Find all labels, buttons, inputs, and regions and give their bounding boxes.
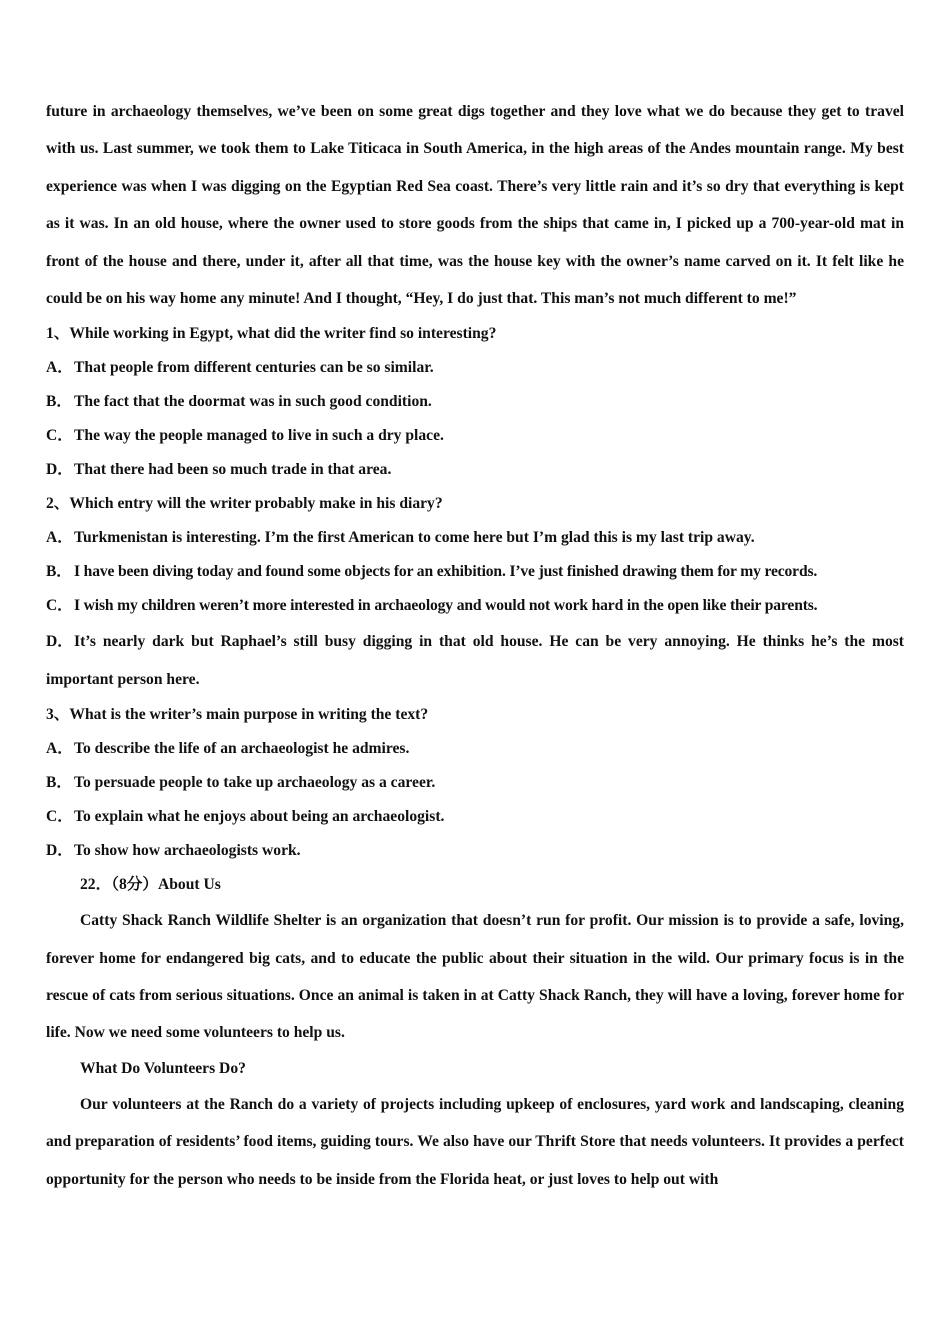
option-text: The way the people managed to live in such a dry place. — [74, 427, 444, 445]
option-b — [46, 385, 904, 419]
option-a — [46, 351, 904, 385]
option-letter: C． — [46, 427, 73, 445]
option-d — [46, 834, 904, 868]
option-b — [46, 766, 904, 800]
option-letter: A． — [46, 740, 73, 758]
option-text: To describe the life of an archaeologist he admires. — [74, 740, 410, 758]
option-a — [46, 521, 904, 555]
option-d — [46, 623, 904, 698]
option-letter: C． — [46, 597, 73, 615]
option-letter: C． — [46, 808, 73, 826]
option-text: To show how archaeologists work. — [74, 842, 301, 860]
option-letter: D． — [46, 633, 73, 651]
option-text: To persuade people to take up archaeology as a career. — [74, 774, 436, 792]
option-text: To explain what he enjoys about being an archaeologist. — [74, 808, 445, 826]
option-letter: B． — [46, 774, 72, 792]
option-letter: A． — [46, 359, 73, 377]
question-2 — [46, 487, 904, 698]
section-22 — [46, 868, 904, 1198]
option-text: I wish my children weren’t more interested in archaeology and would not work hard in the open like their parents. — [74, 597, 818, 615]
option-d — [46, 453, 904, 487]
question-stem: 1、While working in Egypt, what did the writer find so interesting? — [46, 325, 497, 343]
section-heading: 22．（8分）About Us — [80, 876, 221, 894]
about-us-paragraph: Catty Shack Ranch Wildlife Shelter is an organization that doesn’t run for profit. Our mission is to provide a safe, loving, forever home for endangered big cats, and to educate the public about their situation in the wild. Our primary focus is in the rescue of cats from serious situations. Once an animal is taken in at Catty Shack Ranch, they will have a loving, forever home for life. Now we need some volunteers to help us. — [46, 912, 904, 1042]
option-text: That people from different centuries can be so similar. — [74, 359, 434, 377]
option-text: The fact that the doormat was in such good condition. — [74, 393, 432, 411]
option-c — [46, 589, 904, 623]
question-stem: 2、Which entry will the writer probably make in his diary? — [46, 495, 443, 513]
question-1 — [46, 317, 904, 487]
option-c — [46, 419, 904, 453]
option-text: I have been diving today and found some objects for an exhibition. I’ve just finished drawing them for my records. — [74, 563, 818, 581]
option-a — [46, 732, 904, 766]
document-page — [46, 93, 904, 1198]
option-letter: D． — [46, 461, 73, 479]
subheading: What Do Volunteers Do? — [80, 1059, 246, 1077]
option-letter: A． — [46, 529, 73, 547]
option-c — [46, 800, 904, 834]
option-letter: B． — [46, 393, 72, 411]
question-3 — [46, 698, 904, 868]
passage-paragraph: future in archaeology themselves, we’ve been on some great digs together and they love what we do because they get to travel with us. Last summer, we took them to Lake Titicaca in South America, in the high areas of the Andes mountain range. My best experience was when I was digging on the Egyptian Red Sea coast. There’s very little rain and it’s so dry that everything is kept as it was. In an old house, where the owner used to store goods from the ships that came in, I picked up a 700-year-old mat in front of the house and there, under it, after all that time, was the house key with the owner’s name carved on it. It felt like he could be on his way home any minute! And I thought, “Hey, I do just that. This man’s not much different to me!” — [46, 103, 904, 308]
option-text: That there had been so much trade in that area. — [74, 461, 392, 479]
option-letter: B． — [46, 563, 72, 581]
volunteers-paragraph: Our volunteers at the Ranch do a variety of projects including upkeep of enclosures, yard work and landscaping, cleaning and preparation of residents’ food items, guiding tours. We also have our Thrift Store that needs volunteers. It provides a perfect opportunity for the person who needs to be inside from the Florida heat, or just loves to help out with — [46, 1095, 904, 1188]
option-letter: D． — [46, 842, 73, 860]
option-text: Turkmenistan is interesting. I’m the first American to come here but I’m glad this is my last trip away. — [74, 529, 755, 547]
option-text: It’s nearly dark but Raphael’s still busy digging in that old house. He can be very annoying. He thinks he’s the most important person here. — [46, 633, 904, 688]
question-stem: 3、What is the writer’s main purpose in writing the text? — [46, 706, 429, 724]
option-b — [46, 555, 904, 589]
